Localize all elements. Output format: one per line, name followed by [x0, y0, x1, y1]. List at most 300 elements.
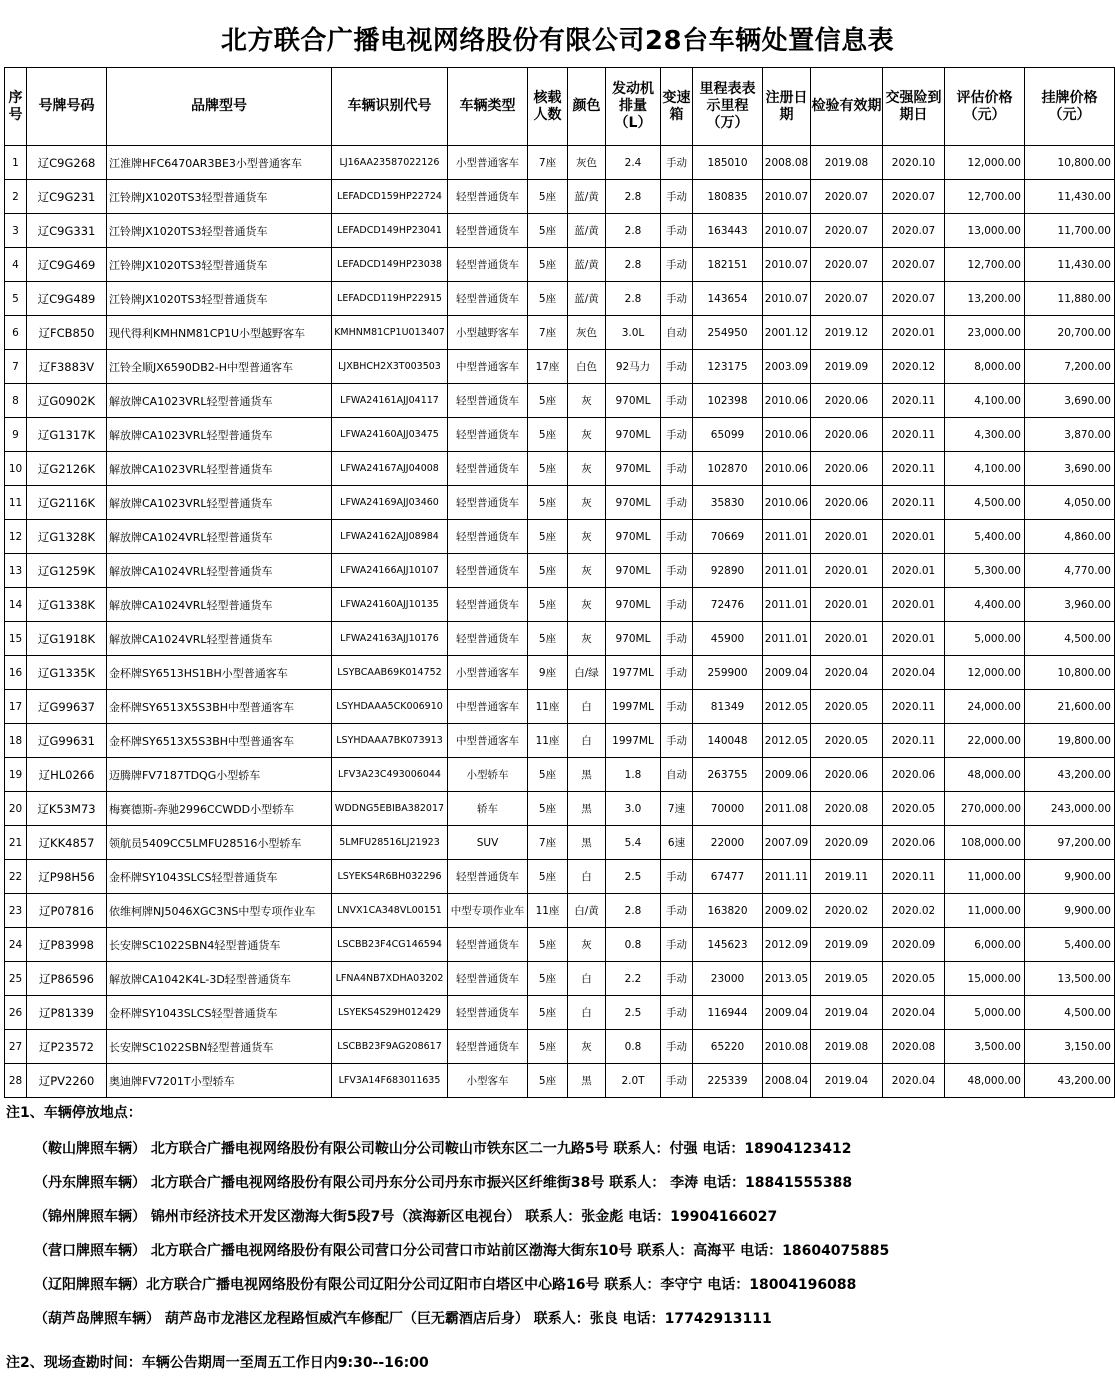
cell-insurance: 2020.07 [883, 214, 945, 248]
cell-vin: LFWA24160AJJ03475 [332, 418, 448, 452]
cell-plate: 辽G2126K [27, 452, 107, 486]
cell-engine: 2.4 [606, 146, 661, 180]
cell-reg-date: 2011.01 [763, 554, 811, 588]
cell-listing: 19,800.00 [1025, 724, 1115, 758]
cell-insurance: 2020.11 [883, 418, 945, 452]
header-color: 颜色 [568, 68, 606, 146]
cell-engine: 1997ML [606, 690, 661, 724]
cell-vin: LFWA24160AJJ10135 [332, 588, 448, 622]
table-row [5, 146, 1115, 180]
cell-vin: LFWA24166AJJ10107 [332, 554, 448, 588]
cell-plate: 辽C9G231 [27, 180, 107, 214]
cell-plate: 辽G1338K [27, 588, 107, 622]
cell-seats: 5座 [528, 486, 568, 520]
cell-color: 灰 [568, 622, 606, 656]
cell-index: 12 [5, 520, 27, 554]
cell-mileage: 145623 [693, 928, 763, 962]
cell-type: 轻型普通货车 [448, 554, 528, 588]
cell-listing: 9,900.00 [1025, 894, 1115, 928]
cell-inspection: 2020.01 [811, 520, 883, 554]
cell-vin: LNVX1CA348VL00151 [332, 894, 448, 928]
cell-index: 24 [5, 928, 27, 962]
cell-type: 小型越野客车 [448, 316, 528, 350]
cell-gearbox: 手动 [661, 554, 693, 588]
cell-index: 6 [5, 316, 27, 350]
table-row [5, 1064, 1115, 1098]
cell-inspection: 2020.06 [811, 418, 883, 452]
cell-index: 18 [5, 724, 27, 758]
note-location-liaoyang: （辽阳牌照车辆）北方联合广播电视网络股份有限公司辽阳分公司辽阳市白塔区中心路16号 联系人：李守宁 电话：18004196088 [34, 1277, 857, 1293]
table-row [5, 452, 1115, 486]
cell-inspection: 2020.02 [811, 894, 883, 928]
cell-insurance: 2020.11 [883, 486, 945, 520]
cell-index: 26 [5, 996, 27, 1030]
cell-color: 黑 [568, 1064, 606, 1098]
cell-brand: 长安牌SC1022SBN4轻型普通货车 [107, 928, 332, 962]
table-header-row [5, 68, 1115, 146]
cell-mileage: 35830 [693, 486, 763, 520]
cell-inspection: 2019.04 [811, 996, 883, 1030]
cell-insurance: 2020.07 [883, 282, 945, 316]
header-vin: 车辆识别代号 [332, 68, 448, 146]
cell-engine: 970ML [606, 486, 661, 520]
cell-inspection: 2019.08 [811, 146, 883, 180]
cell-index: 21 [5, 826, 27, 860]
cell-listing: 9,900.00 [1025, 860, 1115, 894]
cell-plate: 辽G2116K [27, 486, 107, 520]
cell-color: 灰 [568, 554, 606, 588]
cell-seats: 5座 [528, 758, 568, 792]
header-mileage: 里程表表示里程（万） [693, 68, 763, 146]
cell-appraisal: 15,000.00 [945, 962, 1025, 996]
cell-color: 灰 [568, 452, 606, 486]
cell-reg-date: 2009.04 [763, 656, 811, 690]
cell-gearbox: 手动 [661, 860, 693, 894]
cell-reg-date: 2012.05 [763, 724, 811, 758]
cell-gearbox: 手动 [661, 452, 693, 486]
cell-mileage: 182151 [693, 248, 763, 282]
cell-gearbox: 手动 [661, 928, 693, 962]
cell-seats: 5座 [528, 1030, 568, 1064]
cell-type: 轻型普通货车 [448, 418, 528, 452]
cell-color: 灰 [568, 384, 606, 418]
table-row [5, 350, 1115, 384]
cell-inspection: 2020.04 [811, 656, 883, 690]
cell-mileage: 81349 [693, 690, 763, 724]
table-row [5, 554, 1115, 588]
cell-brand: 金杯牌SY1043SLCS轻型普通货车 [107, 996, 332, 1030]
cell-engine: 2.8 [606, 214, 661, 248]
cell-color: 黑 [568, 758, 606, 792]
cell-seats: 5座 [528, 588, 568, 622]
cell-color: 灰色 [568, 316, 606, 350]
cell-brand: 金杯牌SY6513X5S3BH中型普通客车 [107, 724, 332, 758]
cell-vin: LSYHDAAA7BK073913 [332, 724, 448, 758]
cell-type: 轻型普通货车 [448, 282, 528, 316]
cell-appraisal: 48,000.00 [945, 758, 1025, 792]
cell-gearbox: 自动 [661, 758, 693, 792]
cell-listing: 11,430.00 [1025, 180, 1115, 214]
cell-color: 蓝/黄 [568, 180, 606, 214]
cell-engine: 970ML [606, 418, 661, 452]
cell-listing: 3,690.00 [1025, 452, 1115, 486]
cell-index: 9 [5, 418, 27, 452]
cell-insurance: 2020.11 [883, 860, 945, 894]
cell-vin: LFWA24161AJJ04117 [332, 384, 448, 418]
cell-engine: 1997ML [606, 724, 661, 758]
cell-inspection: 2020.05 [811, 724, 883, 758]
cell-vin: LFV3A14F683011635 [332, 1064, 448, 1098]
cell-seats: 7座 [528, 146, 568, 180]
cell-color: 白 [568, 690, 606, 724]
cell-type: 轿车 [448, 792, 528, 826]
cell-plate: 辽G1317K [27, 418, 107, 452]
cell-color: 灰 [568, 928, 606, 962]
cell-brand: 领航员5409CC5LMFU28516小型轿车 [107, 826, 332, 860]
header-type: 车辆类型 [448, 68, 528, 146]
cell-vin: LSCBB23F9AG208617 [332, 1030, 448, 1064]
cell-type: 轻型普通货车 [448, 248, 528, 282]
cell-mileage: 65220 [693, 1030, 763, 1064]
table-row [5, 248, 1115, 282]
cell-plate: 辽C9G331 [27, 214, 107, 248]
cell-seats: 17座 [528, 350, 568, 384]
cell-inspection: 2020.01 [811, 622, 883, 656]
cell-vin: LEFADCD119HP22915 [332, 282, 448, 316]
cell-inspection: 2020.06 [811, 758, 883, 792]
table-row [5, 758, 1115, 792]
cell-mileage: 67477 [693, 860, 763, 894]
cell-mileage: 72476 [693, 588, 763, 622]
cell-appraisal: 12,700.00 [945, 248, 1025, 282]
cell-type: 轻型普通货车 [448, 860, 528, 894]
cell-plate: 辽P98H56 [27, 860, 107, 894]
cell-seats: 5座 [528, 214, 568, 248]
cell-seats: 5座 [528, 180, 568, 214]
cell-listing: 13,500.00 [1025, 962, 1115, 996]
cell-appraisal: 4,100.00 [945, 384, 1025, 418]
cell-type: 小型普通客车 [448, 146, 528, 180]
cell-plate: 辽F3883V [27, 350, 107, 384]
header-appraisal: 评估价格（元） [945, 68, 1025, 146]
cell-seats: 11座 [528, 690, 568, 724]
cell-insurance: 2020.01 [883, 520, 945, 554]
cell-engine: 970ML [606, 622, 661, 656]
note-location-huludao: （葫芦岛牌照车辆） 葫芦岛市龙港区龙程路恒威汽车修配厂（巨无霸酒店后身） 联系人：张良 电话：17742913111 [34, 1311, 772, 1327]
cell-seats: 5座 [528, 962, 568, 996]
cell-color: 灰 [568, 588, 606, 622]
cell-seats: 5座 [528, 1064, 568, 1098]
cell-color: 白/绿 [568, 656, 606, 690]
cell-plate: 辽PV2260 [27, 1064, 107, 1098]
cell-plate: 辽P86596 [27, 962, 107, 996]
cell-listing: 21,600.00 [1025, 690, 1115, 724]
cell-vin: LFWA24167AJJ04008 [332, 452, 448, 486]
cell-color: 白 [568, 724, 606, 758]
table-row [5, 826, 1115, 860]
cell-seats: 9座 [528, 656, 568, 690]
cell-index: 8 [5, 384, 27, 418]
cell-engine: 970ML [606, 588, 661, 622]
cell-mileage: 23000 [693, 962, 763, 996]
cell-vin: LFWA24169AJJ03460 [332, 486, 448, 520]
header-insurance: 交强险到期日 [883, 68, 945, 146]
cell-index: 10 [5, 452, 27, 486]
cell-reg-date: 2012.09 [763, 928, 811, 962]
cell-mileage: 102398 [693, 384, 763, 418]
cell-brand: 江铃牌JX1020TS3轻型普通货车 [107, 282, 332, 316]
cell-gearbox: 手动 [661, 486, 693, 520]
cell-vin: LSCBB23F4CG146594 [332, 928, 448, 962]
cell-seats: 5座 [528, 248, 568, 282]
cell-index: 17 [5, 690, 27, 724]
cell-listing: 3,960.00 [1025, 588, 1115, 622]
cell-engine: 3.0 [606, 792, 661, 826]
cell-brand: 解放牌CA1024VRL轻型普通货车 [107, 554, 332, 588]
cell-brand: 解放牌CA1023VRL轻型普通货车 [107, 384, 332, 418]
cell-mileage: 185010 [693, 146, 763, 180]
cell-appraisal: 8,000.00 [945, 350, 1025, 384]
table-row [5, 996, 1115, 1030]
cell-index: 20 [5, 792, 27, 826]
cell-seats: 5座 [528, 384, 568, 418]
table-row [5, 384, 1115, 418]
cell-appraisal: 5,300.00 [945, 554, 1025, 588]
cell-seats: 5座 [528, 792, 568, 826]
cell-reg-date: 2010.06 [763, 384, 811, 418]
cell-mileage: 65099 [693, 418, 763, 452]
cell-mileage: 45900 [693, 622, 763, 656]
cell-appraisal: 4,100.00 [945, 452, 1025, 486]
cell-vin: LFNA4NB7XDHA03202 [332, 962, 448, 996]
cell-brand: 江铃牌JX1020TS3轻型普通货车 [107, 248, 332, 282]
cell-gearbox: 手动 [661, 690, 693, 724]
cell-brand: 金杯牌SY6513X5S3BH中型普通客车 [107, 690, 332, 724]
cell-type: 轻型普通货车 [448, 622, 528, 656]
table-row [5, 894, 1115, 928]
cell-type: 小型普通客车 [448, 656, 528, 690]
table-row [5, 180, 1115, 214]
cell-insurance: 2020.04 [883, 656, 945, 690]
cell-appraisal: 12,000.00 [945, 146, 1025, 180]
cell-vin: LFV3A23C493006044 [332, 758, 448, 792]
cell-engine: 1977ML [606, 656, 661, 690]
table-row [5, 520, 1115, 554]
header-gearbox: 变速箱 [661, 68, 693, 146]
cell-engine: 2.8 [606, 894, 661, 928]
cell-type: 中型普通客车 [448, 724, 528, 758]
cell-reg-date: 2012.05 [763, 690, 811, 724]
cell-type: 轻型普通货车 [448, 928, 528, 962]
page-title: 北方联合广播电视网络股份有限公司28台车辆处置信息表 [220, 26, 895, 56]
cell-brand: 奥迪牌FV7201T小型轿车 [107, 1064, 332, 1098]
cell-appraisal: 5,400.00 [945, 520, 1025, 554]
header-index: 序号 [5, 68, 27, 146]
cell-insurance: 2020.07 [883, 248, 945, 282]
cell-reg-date: 2011.11 [763, 860, 811, 894]
cell-plate: 辽P23572 [27, 1030, 107, 1064]
cell-reg-date: 2008.08 [763, 146, 811, 180]
cell-insurance: 2020.09 [883, 928, 945, 962]
cell-gearbox: 手动 [661, 996, 693, 1030]
cell-gearbox: 手动 [661, 350, 693, 384]
cell-engine: 2.0T [606, 1064, 661, 1098]
cell-mileage: 123175 [693, 350, 763, 384]
cell-seats: 5座 [528, 520, 568, 554]
cell-seats: 5座 [528, 622, 568, 656]
cell-appraisal: 24,000.00 [945, 690, 1025, 724]
cell-mileage: 70000 [693, 792, 763, 826]
cell-brand: 现代得利KMHNM81CP1U小型越野客车 [107, 316, 332, 350]
cell-plate: 辽C9G489 [27, 282, 107, 316]
header-brand: 品牌型号 [107, 68, 332, 146]
cell-type: 轻型普通货车 [448, 1030, 528, 1064]
cell-vin: LJ16AA23587022126 [332, 146, 448, 180]
table-row [5, 418, 1115, 452]
cell-brand: 长安牌SC1022SBN轻型普通货车 [107, 1030, 332, 1064]
cell-seats: 5座 [528, 418, 568, 452]
cell-engine: 3.0L [606, 316, 661, 350]
cell-gearbox: 7速 [661, 792, 693, 826]
cell-listing: 97,200.00 [1025, 826, 1115, 860]
cell-reg-date: 2010.06 [763, 452, 811, 486]
cell-reg-date: 2011.08 [763, 792, 811, 826]
cell-appraisal: 108,000.00 [945, 826, 1025, 860]
cell-insurance: 2020.05 [883, 792, 945, 826]
cell-mileage: 92890 [693, 554, 763, 588]
table-row [5, 486, 1115, 520]
cell-seats: 5座 [528, 282, 568, 316]
cell-mileage: 140048 [693, 724, 763, 758]
table-row [5, 792, 1115, 826]
cell-color: 灰 [568, 486, 606, 520]
cell-listing: 11,880.00 [1025, 282, 1115, 316]
cell-type: 轻型普通货车 [448, 588, 528, 622]
cell-reg-date: 2011.01 [763, 588, 811, 622]
cell-inspection: 2020.07 [811, 282, 883, 316]
cell-reg-date: 2009.02 [763, 894, 811, 928]
cell-index: 3 [5, 214, 27, 248]
cell-reg-date: 2008.04 [763, 1064, 811, 1098]
cell-engine: 0.8 [606, 1030, 661, 1064]
cell-insurance: 2020.11 [883, 384, 945, 418]
cell-type: 中型普通客车 [448, 690, 528, 724]
header-engine: 发动机排量（L） [606, 68, 661, 146]
header-seats: 核载人数 [528, 68, 568, 146]
cell-listing: 4,770.00 [1025, 554, 1115, 588]
cell-listing: 4,500.00 [1025, 622, 1115, 656]
cell-color: 蓝/黄 [568, 214, 606, 248]
cell-plate: 辽C9G268 [27, 146, 107, 180]
cell-inspection: 2020.07 [811, 214, 883, 248]
cell-inspection: 2020.06 [811, 452, 883, 486]
cell-appraisal: 4,300.00 [945, 418, 1025, 452]
cell-seats: 5座 [528, 554, 568, 588]
cell-plate: 辽G1918K [27, 622, 107, 656]
cell-inspection: 2019.08 [811, 1030, 883, 1064]
cell-color: 白 [568, 962, 606, 996]
cell-listing: 3,150.00 [1025, 1030, 1115, 1064]
cell-color: 灰色 [568, 146, 606, 180]
cell-inspection: 2019.09 [811, 928, 883, 962]
cell-index: 4 [5, 248, 27, 282]
cell-brand: 江铃全顺JX6590DB2-H中型普通客车 [107, 350, 332, 384]
cell-vin: LSYBCAAB69K014752 [332, 656, 448, 690]
cell-mileage: 22000 [693, 826, 763, 860]
cell-listing: 11,700.00 [1025, 214, 1115, 248]
cell-listing: 3,690.00 [1025, 384, 1115, 418]
cell-type: 中型普通客车 [448, 350, 528, 384]
cell-brand: 解放牌CA1024VRL轻型普通货车 [107, 588, 332, 622]
cell-insurance: 2020.11 [883, 724, 945, 758]
cell-seats: 5座 [528, 996, 568, 1030]
cell-reg-date: 2010.06 [763, 486, 811, 520]
cell-vin: LEFADCD149HP23041 [332, 214, 448, 248]
cell-reg-date: 2009.06 [763, 758, 811, 792]
cell-gearbox: 手动 [661, 248, 693, 282]
cell-index: 23 [5, 894, 27, 928]
cell-listing: 43,200.00 [1025, 758, 1115, 792]
note-heading: 注1、车辆停放地点： [6, 1105, 142, 1121]
cell-plate: 辽HL0266 [27, 758, 107, 792]
cell-appraisal: 11,000.00 [945, 860, 1025, 894]
cell-vin: LSYEKS4R6BH032296 [332, 860, 448, 894]
cell-color: 黑 [568, 826, 606, 860]
cell-vin: LJXBHCH2X3T003503 [332, 350, 448, 384]
note-location-dandong: （丹东牌照车辆） 北方联合广播电视网络股份有限公司丹东分公司丹东市振兴区纤维街38号 联系人： 李涛 电话：18841555388 [34, 1175, 853, 1191]
cell-vin: LFWA24162AJJ08984 [332, 520, 448, 554]
cell-gearbox: 手动 [661, 520, 693, 554]
cell-vin: 5LMFU28516LJ21923 [332, 826, 448, 860]
cell-engine: 92马力 [606, 350, 661, 384]
cell-inspection: 2020.07 [811, 180, 883, 214]
cell-engine: 0.8 [606, 928, 661, 962]
cell-type: 轻型普通货车 [448, 486, 528, 520]
cell-color: 白 [568, 860, 606, 894]
cell-mileage: 180835 [693, 180, 763, 214]
table-row [5, 282, 1115, 316]
cell-plate: 辽G99631 [27, 724, 107, 758]
cell-vin: LSYHDAAA5CK006910 [332, 690, 448, 724]
table-row [5, 962, 1115, 996]
cell-inspection: 2020.08 [811, 792, 883, 826]
cell-engine: 2.2 [606, 962, 661, 996]
cell-inspection: 2020.07 [811, 248, 883, 282]
cell-brand: 解放牌CA1042K4L-3D轻型普通货车 [107, 962, 332, 996]
cell-brand: 江淮牌HFC6470AR3BE3小型普通客车 [107, 146, 332, 180]
table-row [5, 588, 1115, 622]
cell-insurance: 2020.06 [883, 758, 945, 792]
cell-plate: 辽P81339 [27, 996, 107, 1030]
cell-index: 25 [5, 962, 27, 996]
cell-appraisal: 12,700.00 [945, 180, 1025, 214]
cell-type: 轻型普通货车 [448, 180, 528, 214]
cell-engine: 970ML [606, 452, 661, 486]
cell-appraisal: 11,000.00 [945, 894, 1025, 928]
cell-vin: LFWA24163AJJ10176 [332, 622, 448, 656]
cell-brand: 解放牌CA1024VRL轻型普通货车 [107, 520, 332, 554]
cell-reg-date: 2010.07 [763, 248, 811, 282]
cell-listing: 5,400.00 [1025, 928, 1115, 962]
cell-brand: 金杯牌SY6513HS1BH小型普通客车 [107, 656, 332, 690]
cell-listing: 4,860.00 [1025, 520, 1115, 554]
cell-engine: 970ML [606, 554, 661, 588]
cell-insurance: 2020.10 [883, 146, 945, 180]
table-row [5, 622, 1115, 656]
cell-seats: 11座 [528, 894, 568, 928]
cell-index: 5 [5, 282, 27, 316]
vehicle-table [4, 67, 1115, 1098]
